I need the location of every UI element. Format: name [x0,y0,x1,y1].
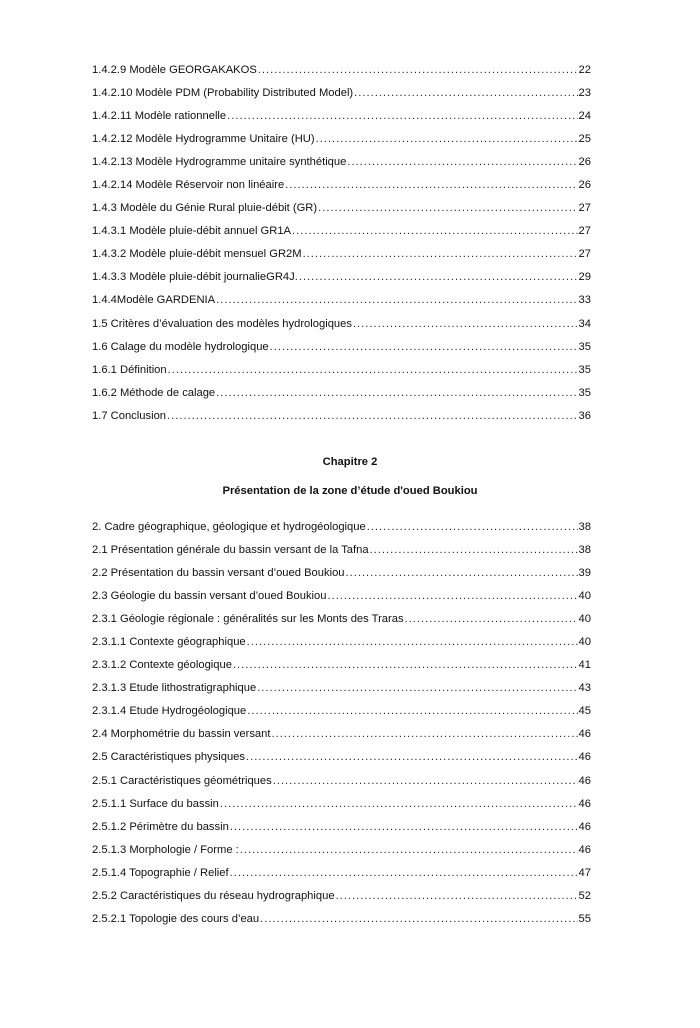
toc-list-chapter-2 [92,515,591,931]
toc-entry-page: 40 [578,612,591,625]
toc-entry-title: 2. Cadre géographique, géologique et hydrogéologique [92,520,366,533]
toc-entry[interactable] [92,266,591,289]
toc-entry-title: 2.5.1.2 Périmètre du bassin [92,820,229,833]
toc-entry-page: 24 [578,109,591,122]
toc-entry-page: 46 [578,728,591,741]
toc-entry-page: 35 [578,386,591,399]
dot-leader [370,544,578,556]
toc-entry-title: 1.4.2.9 Modèle GEORGAKAKOS [92,63,257,76]
toc-entry-title: 2.1 Présentation générale du bassin versant de la Tafna [92,543,369,556]
toc-entry-title: 1.4.3.1 Modèle pluie-débit annuel GR1A [92,225,292,238]
toc-entry[interactable] [92,515,591,538]
toc-entry-title: 1.4.3.3 Modèle pluie-débit journalieGR4J. [92,271,298,284]
toc-entry-title: 2.3 Géologie du bassin versant d’oued Boukiou [92,589,327,602]
toc-entry[interactable] [92,104,591,127]
toc-entry-page: 34 [578,317,591,330]
toc-entry[interactable] [92,584,591,607]
toc-entry[interactable] [92,723,591,746]
toc-entry[interactable] [92,561,591,584]
toc-entry-title: 2.5.2.1 Topologie des cours d’eau [92,913,260,926]
toc-entry-page: 47 [578,866,591,879]
toc-entry-title: 1.4.2.11 Modèle rationnelle [92,109,227,122]
toc-entry[interactable] [92,404,591,427]
toc-entry-title: 2.5.1.4 Topographie / Relief [92,866,229,879]
toc-entry-page: 41 [578,659,591,672]
chapter-number: Chapitre 2 [322,456,378,468]
toc-entry-title: 1.6.1 Définition [92,363,167,376]
toc-entry[interactable] [92,127,591,150]
toc-entry-title: 2.5.1.3 Morphologie / Forme : [92,843,239,856]
toc-entry[interactable] [92,220,591,243]
toc-entry-page: 35 [578,340,591,353]
toc-entry-title: 1.6 Calage du modèle hydrologique [92,340,269,353]
toc-entry-page: 22 [578,63,591,76]
toc-entry-page: 43 [578,682,591,695]
toc-entry-page: 40 [578,589,591,602]
toc-entry[interactable] [92,312,591,335]
dot-leader [216,294,577,306]
toc-entry-title: 1.4.2.10 Modèle PDM (Probability Distributed Model) [92,86,354,99]
dot-leader [167,410,578,422]
toc-entry-title: 1.4.2.12 Modèle Hydrogramme Unitaire (HU) [92,132,315,145]
toc-entry[interactable] [92,81,591,104]
toc-entry[interactable] [92,885,591,908]
toc-entry-page: 52 [578,890,591,903]
toc-entry[interactable] [92,700,591,723]
toc-entry-title: 2.5.1.1 Surface du bassin [92,797,219,810]
toc-entry-page: 46 [578,774,591,787]
dot-leader [270,341,578,353]
dot-leader [353,318,578,330]
dot-leader [230,867,578,879]
toc-entry-page: 36 [578,409,591,422]
toc-entry[interactable] [92,792,591,815]
toc-entry[interactable] [92,197,591,220]
dot-leader [220,798,578,810]
toc-entry-page: 38 [578,520,591,533]
dot-leader [367,521,578,533]
toc-entry-title: 1.7 Conclusion [92,409,167,422]
dot-leader [227,110,577,122]
toc-entry-title: 2.3.1.1 Contexte géographique [92,636,246,649]
toc-entry[interactable] [92,677,591,700]
toc-entry-title: 2.5.2 Caractéristiques du réseau hydrographique [92,890,335,903]
toc-entry-page: 27 [578,248,591,261]
toc-entry-page: 55 [578,913,591,926]
toc-entry-page: 46 [578,751,591,764]
toc-entry-page: 27 [578,225,591,238]
toc-entry-title: 2.3.1.2 Contexte géologique [92,659,232,672]
toc-entry-title: 1.4.3 Modèle du Génie Rural pluie-débit (GR) [92,202,318,215]
dot-leader [405,613,578,625]
toc-entry[interactable] [92,815,591,838]
toc-entry-page: 38 [578,543,591,556]
dot-leader [285,179,577,191]
toc-entry[interactable] [92,150,591,173]
toc-entry-page: 35 [578,363,591,376]
dot-leader [318,202,577,214]
toc-entry-page: 33 [578,294,591,307]
toc-entry-page: 29 [578,271,591,284]
toc-entry-title: 1.4.4Modèle GARDENIA [92,294,216,307]
toc-entry[interactable] [92,358,591,381]
dot-leader [292,225,578,237]
dot-leader [168,364,578,376]
toc-entry[interactable] [92,173,591,196]
toc-entry[interactable] [92,630,591,653]
toc-entry-title: 2.5 Caractéristiques physiques [92,751,245,764]
dot-leader [299,271,578,283]
toc-entry-page: 46 [578,843,591,856]
dot-leader [346,567,578,579]
toc-entry-title: 1.4.2.13 Modèle Hydrogramme unitaire synthétique [92,155,347,168]
toc-entry[interactable] [92,908,591,931]
toc-entry-title: 1.4.3.2 Modèle pluie-débit mensuel GR2M [92,248,302,261]
toc-entry-page: 40 [578,636,591,649]
toc-entry[interactable] [92,607,591,630]
dot-leader [347,156,577,168]
toc-entry-title: 2.2 Présentation du bassin versant d’oued Boukiou [92,566,345,579]
toc-entry-page: 45 [578,705,591,718]
toc-entry[interactable] [92,746,591,769]
dot-leader [257,682,577,694]
toc-entry-title: 1.4.2.14 Modèle Réservoir non linéaire [92,179,285,192]
dot-leader [247,636,578,648]
toc-entry-page: 26 [578,155,591,168]
toc-entry[interactable] [92,861,591,884]
toc-entry[interactable] [92,538,591,561]
toc-entry[interactable] [92,654,591,677]
dot-leader [303,248,578,260]
dot-leader [230,821,578,833]
dot-leader [327,590,577,602]
toc-list-chapter-1 [92,58,591,428]
toc-entry-title: 2.3.1.4 Etude Hydrogéologique [92,705,247,718]
toc-entry-title: 1.5 Critères d’évaluation des modèles hydrologiques [92,317,352,330]
toc-entry-page: 46 [578,820,591,833]
toc-entry[interactable] [92,289,591,312]
toc-entry[interactable] [92,58,591,81]
toc-entry-title: 2.4 Morphométrie du bassin versant [92,728,271,741]
dot-leader [258,64,578,76]
dot-leader [273,775,578,787]
toc-entry[interactable] [92,769,591,792]
toc-entry-title: 2.3.1 Géologie régionale : généralités sur les Monts des Traras [92,612,404,625]
dot-leader [240,844,578,856]
toc-entry-page: 46 [578,797,591,810]
toc-entry-page: 23 [578,86,591,99]
toc-entry-page: 39 [578,566,591,579]
toc-entry[interactable] [92,243,591,266]
toc-entry-title: 2.3.1.3 Etude lithostratigraphique [92,682,257,695]
toc-entry[interactable] [92,381,591,404]
dot-leader [216,387,577,399]
dot-leader [246,751,578,763]
toc-entry-title: 2.5.1 Caractéristiques géométriques [92,774,272,787]
dot-leader [316,133,578,145]
chapter-title: Présentation de la zone d’étude d'oued Boukiou [222,485,478,497]
toc-entry-page: 25 [578,132,591,145]
toc-entry-page: 26 [578,179,591,192]
dot-leader [354,87,577,99]
toc-entry-page: 27 [578,202,591,215]
dot-leader [271,728,577,740]
dot-leader [233,659,578,671]
toc-entry[interactable] [92,335,591,358]
dot-leader [247,705,577,717]
dot-leader [260,913,577,925]
toc-entry[interactable] [92,838,591,861]
dot-leader [336,890,578,902]
toc-entry-title: 1.6.2 Méthode de calage [92,386,216,399]
